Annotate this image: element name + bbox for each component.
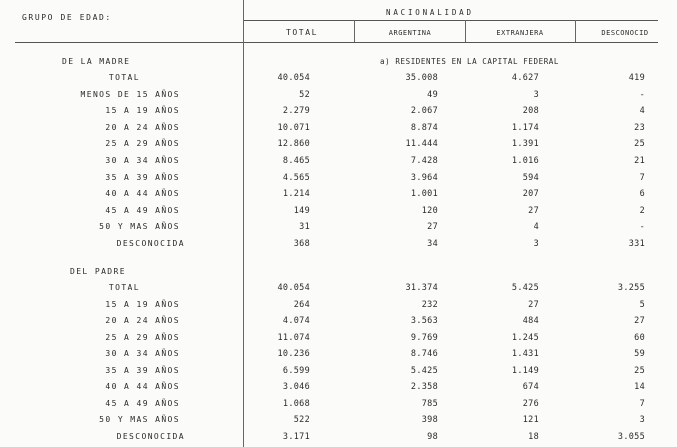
- cell-argentina: 34: [427, 239, 438, 249]
- cell-extranjera: 4.627: [511, 73, 539, 83]
- group-label: GRUPO DE EDAD:: [22, 13, 112, 22]
- cell-argentina: 11.444: [405, 139, 438, 150]
- cell-total: 4.074: [282, 316, 310, 326]
- cell-extranjera: 1.391: [511, 139, 539, 150]
- row-label: MENOS DE 15 AÑOS: [80, 89, 180, 99]
- cell-extranjera: 1.431: [511, 349, 539, 359]
- cell-desconocida: -: [639, 89, 645, 100]
- row-label: 40 A 44 AÑOS: [105, 382, 180, 391]
- cell-extranjera: 208: [522, 106, 539, 117]
- cell-total: 31: [299, 222, 310, 233]
- cell-extranjera: 3: [533, 239, 539, 249]
- cell-argentina: 120: [421, 205, 438, 216]
- row-label: 30 A 34 AÑOS: [105, 156, 180, 165]
- cell-total: 368: [293, 239, 310, 249]
- cell-extranjera: 594: [522, 172, 539, 183]
- cell-extranjera: 27: [528, 205, 539, 216]
- cell-argentina: 98: [427, 431, 438, 442]
- cell-extranjera: 121: [522, 415, 539, 425]
- cell-desconocida: 2: [639, 205, 645, 216]
- col-header-desconocida: DESCONOCID: [601, 29, 649, 37]
- row-label: 35 A 39 AÑOS: [105, 365, 180, 375]
- row-label: 40 A 44 AÑOS: [105, 189, 180, 199]
- cell-argentina: 2.067: [410, 106, 438, 117]
- cell-desconocida: 25: [634, 365, 645, 376]
- cell-argentina: 49: [427, 89, 438, 100]
- cell-extranjera: 207: [522, 189, 539, 200]
- cell-total: 40.054: [277, 73, 310, 83]
- cell-argentina: 5.425: [410, 365, 438, 376]
- section-title-padre: DEL PADRE: [70, 267, 126, 276]
- cell-total: 40.054: [277, 283, 310, 293]
- col-header-total: TOTAL: [285, 28, 319, 37]
- cell-desconocida: 3.255: [617, 283, 645, 293]
- cell-total: 10.071: [277, 122, 310, 133]
- cell-desconocida: 331: [628, 239, 645, 249]
- cell-extranjera: 484: [522, 316, 539, 326]
- cell-extranjera: 4: [533, 222, 539, 233]
- cell-extranjera: 1.174: [511, 122, 539, 133]
- cell-desconocida: 6: [639, 189, 645, 200]
- row-label: 15 A 19 AÑOS: [105, 106, 180, 116]
- header-bottom-rule: [15, 42, 658, 43]
- cell-extranjera: 1.245: [511, 332, 539, 343]
- cell-total: 11.074: [277, 332, 310, 343]
- cell-total: 149: [293, 205, 310, 216]
- cell-argentina: 27: [427, 222, 438, 233]
- cell-argentina: 232: [421, 299, 438, 310]
- cell-argentina: 8.746: [410, 349, 438, 359]
- cell-argentina: 3.964: [410, 172, 438, 183]
- cell-total: 522: [293, 415, 310, 425]
- cell-desconocida: 14: [634, 382, 645, 392]
- cell-argentina: 785: [421, 398, 438, 409]
- col-divider-2: [465, 20, 466, 42]
- row-label: 30 A 34 AÑOS: [105, 349, 180, 358]
- row-label: TOTAL: [108, 283, 140, 292]
- cell-desconocida: 21: [634, 156, 645, 166]
- col-header-extranjera: EXTRANJERA: [496, 29, 544, 37]
- cell-desconocida: 7: [639, 398, 645, 409]
- cell-total: 10.236: [277, 349, 310, 359]
- row-label: 50 Y MAS AÑOS: [99, 222, 180, 232]
- cell-desconocida: -: [639, 222, 645, 233]
- subtitle: a) RESIDENTES EN LA CAPITAL FEDERAL: [380, 57, 560, 66]
- cell-argentina: 31.374: [405, 283, 438, 293]
- cell-total: 52: [299, 89, 310, 100]
- cell-desconocida: 25: [634, 139, 645, 150]
- cell-extranjera: 5.425: [511, 283, 539, 293]
- row-label: 35 A 39 AÑOS: [105, 172, 180, 182]
- nationality-label: NACIONALIDAD: [386, 8, 474, 17]
- cell-desconocida: 3.055: [617, 431, 645, 442]
- cell-desconocida: 3: [639, 415, 645, 425]
- header-top-rule: [243, 20, 658, 21]
- cell-argentina: 398: [421, 415, 438, 425]
- cell-total: 3.171: [282, 431, 310, 442]
- cell-argentina: 9.769: [410, 332, 438, 343]
- cell-extranjera: 27: [528, 299, 539, 310]
- cell-desconocida: 419: [628, 73, 645, 83]
- cell-desconocida: 59: [634, 349, 645, 359]
- cell-desconocida: 5: [639, 299, 645, 310]
- row-label: DESCONOCIDA: [116, 431, 185, 441]
- col-header-argentina: ARGENTINA: [388, 29, 432, 37]
- cell-argentina: 7.428: [410, 156, 438, 166]
- cell-desconocida: 23: [634, 122, 645, 133]
- section-title-madre: DE LA MADRE: [62, 57, 131, 66]
- row-label: 25 A 29 AÑOS: [105, 332, 180, 342]
- row-label: TOTAL: [108, 73, 140, 82]
- cell-extranjera: 1.149: [511, 365, 539, 376]
- cell-extranjera: 3: [533, 89, 539, 100]
- cell-extranjera: 1.016: [511, 156, 539, 166]
- cell-total: 3.046: [282, 382, 310, 392]
- cell-desconocida: 27: [634, 316, 645, 326]
- cell-extranjera: 18: [528, 431, 539, 442]
- cell-extranjera: 674: [522, 382, 539, 392]
- row-label: 50 Y MAS AÑOS: [99, 415, 180, 424]
- cell-desconocida: 7: [639, 172, 645, 183]
- cell-total: 8.465: [282, 156, 310, 166]
- col-divider-3: [575, 20, 576, 42]
- cell-argentina: 1.001: [410, 189, 438, 200]
- cell-total: 4.565: [282, 172, 310, 183]
- cell-total: 1.214: [282, 189, 310, 200]
- row-label: 15 A 19 AÑOS: [105, 299, 180, 309]
- label-divider: [243, 0, 244, 447]
- row-label: 25 A 29 AÑOS: [105, 139, 180, 149]
- cell-total: 6.599: [282, 365, 310, 376]
- cell-argentina: 2.358: [410, 382, 438, 392]
- cell-extranjera: 276: [522, 398, 539, 409]
- row-label: DESCONOCIDA: [116, 239, 185, 248]
- cell-total: 1.068: [282, 398, 310, 409]
- cell-argentina: 3.563: [410, 316, 438, 326]
- cell-total: 264: [293, 299, 310, 310]
- col-divider-1: [354, 20, 355, 42]
- row-label: 20 A 24 AÑOS: [105, 316, 180, 325]
- cell-total: 12.860: [277, 139, 310, 150]
- cell-argentina: 35.008: [405, 73, 438, 83]
- cell-desconocida: 4: [639, 106, 645, 117]
- cell-desconocida: 60: [634, 332, 645, 343]
- row-label: 20 A 24 AÑOS: [105, 122, 180, 132]
- row-label: 45 A 49 AÑOS: [105, 398, 180, 408]
- row-label: 45 A 49 AÑOS: [105, 205, 180, 215]
- cell-argentina: 8.874: [410, 122, 438, 133]
- cell-total: 2.279: [282, 106, 310, 117]
